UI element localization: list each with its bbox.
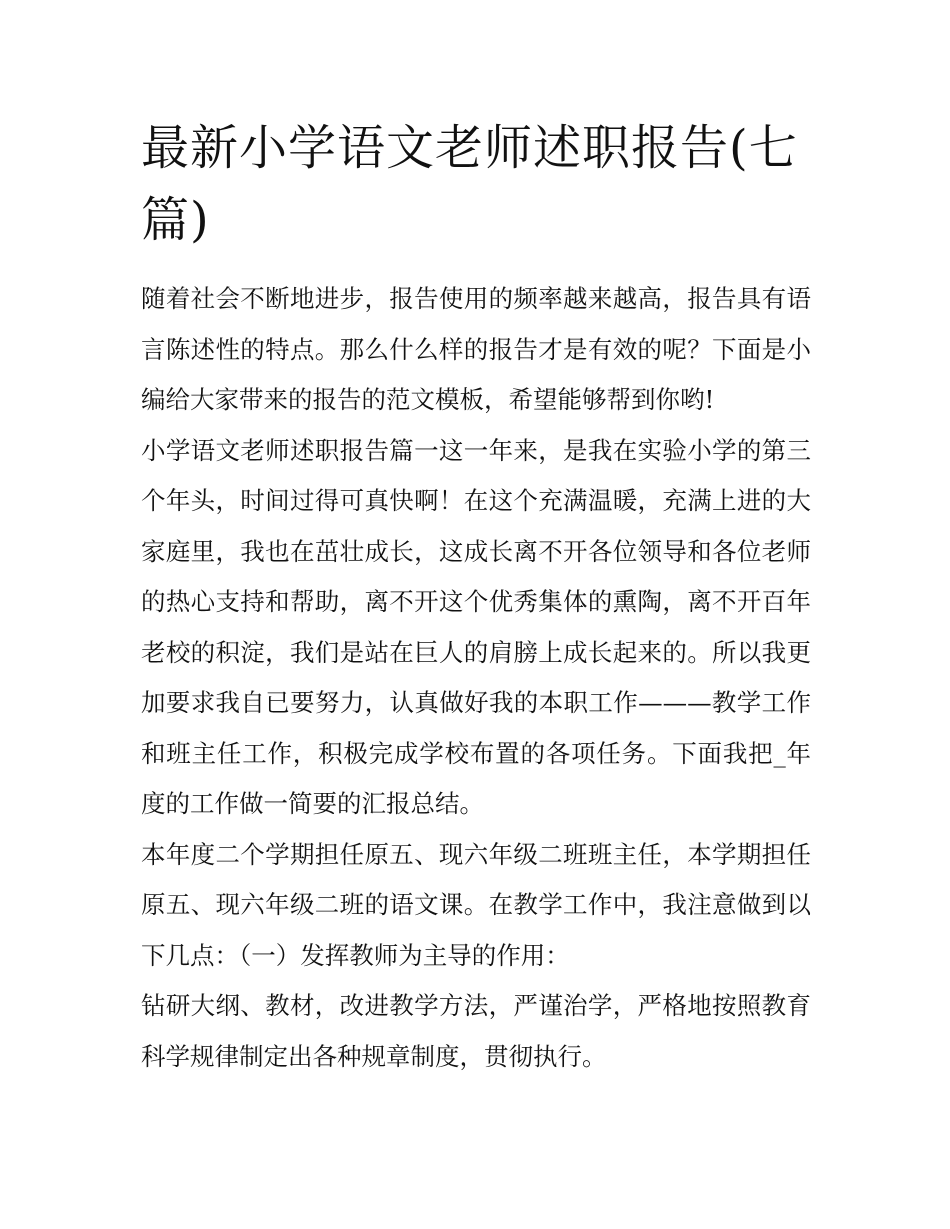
paragraph-report-one: 小学语文老师述职报告篇一这一年来，是我在实验小学的第三个年头，时间过得可真快啊！在这个充满温暖，充满上进的大家庭里，我也在茁壮成长，这成长离不开各位领导和各位老师的热心支持和帮助，离不开这个优秀集体的熏陶，离不开百年老校的积淀，我们是站在巨人的肩膀上成长起来的。所以我更加要求我自已要努力，认真做好我的本职工作———教学工作和班主任工作，积极完成学校布置的各项任务。下面我把_年度的工作做一简要的汇报总结。: [141, 435, 811, 818]
paragraph-intro: 随着社会不断地进步，报告使用的频率越来越高，报告具有语言陈述性的特点。那么什么样的报告才是有效的呢？下面是小编给大家带来的报告的范文模板，希望能够帮到你哟!: [141, 284, 811, 414]
document-title: 最新小学语文老师述职报告(七篇): [141, 120, 798, 248]
paragraph-teaching: 钻研大纲、教材，改进教学方法，严谨治学，严格地按照教育科学规律制定出各种规章制度，贯彻执行。: [141, 991, 811, 1071]
paragraph-duties: 本年度二个学期担任原五、现六年级二班班主任，本学期担任原五、现六年级二班的语文课。在教学工作中，我注意做到以下几点：（一）发挥教师为主导的作用：: [141, 839, 811, 970]
document-page: [141, 112, 811, 1082]
